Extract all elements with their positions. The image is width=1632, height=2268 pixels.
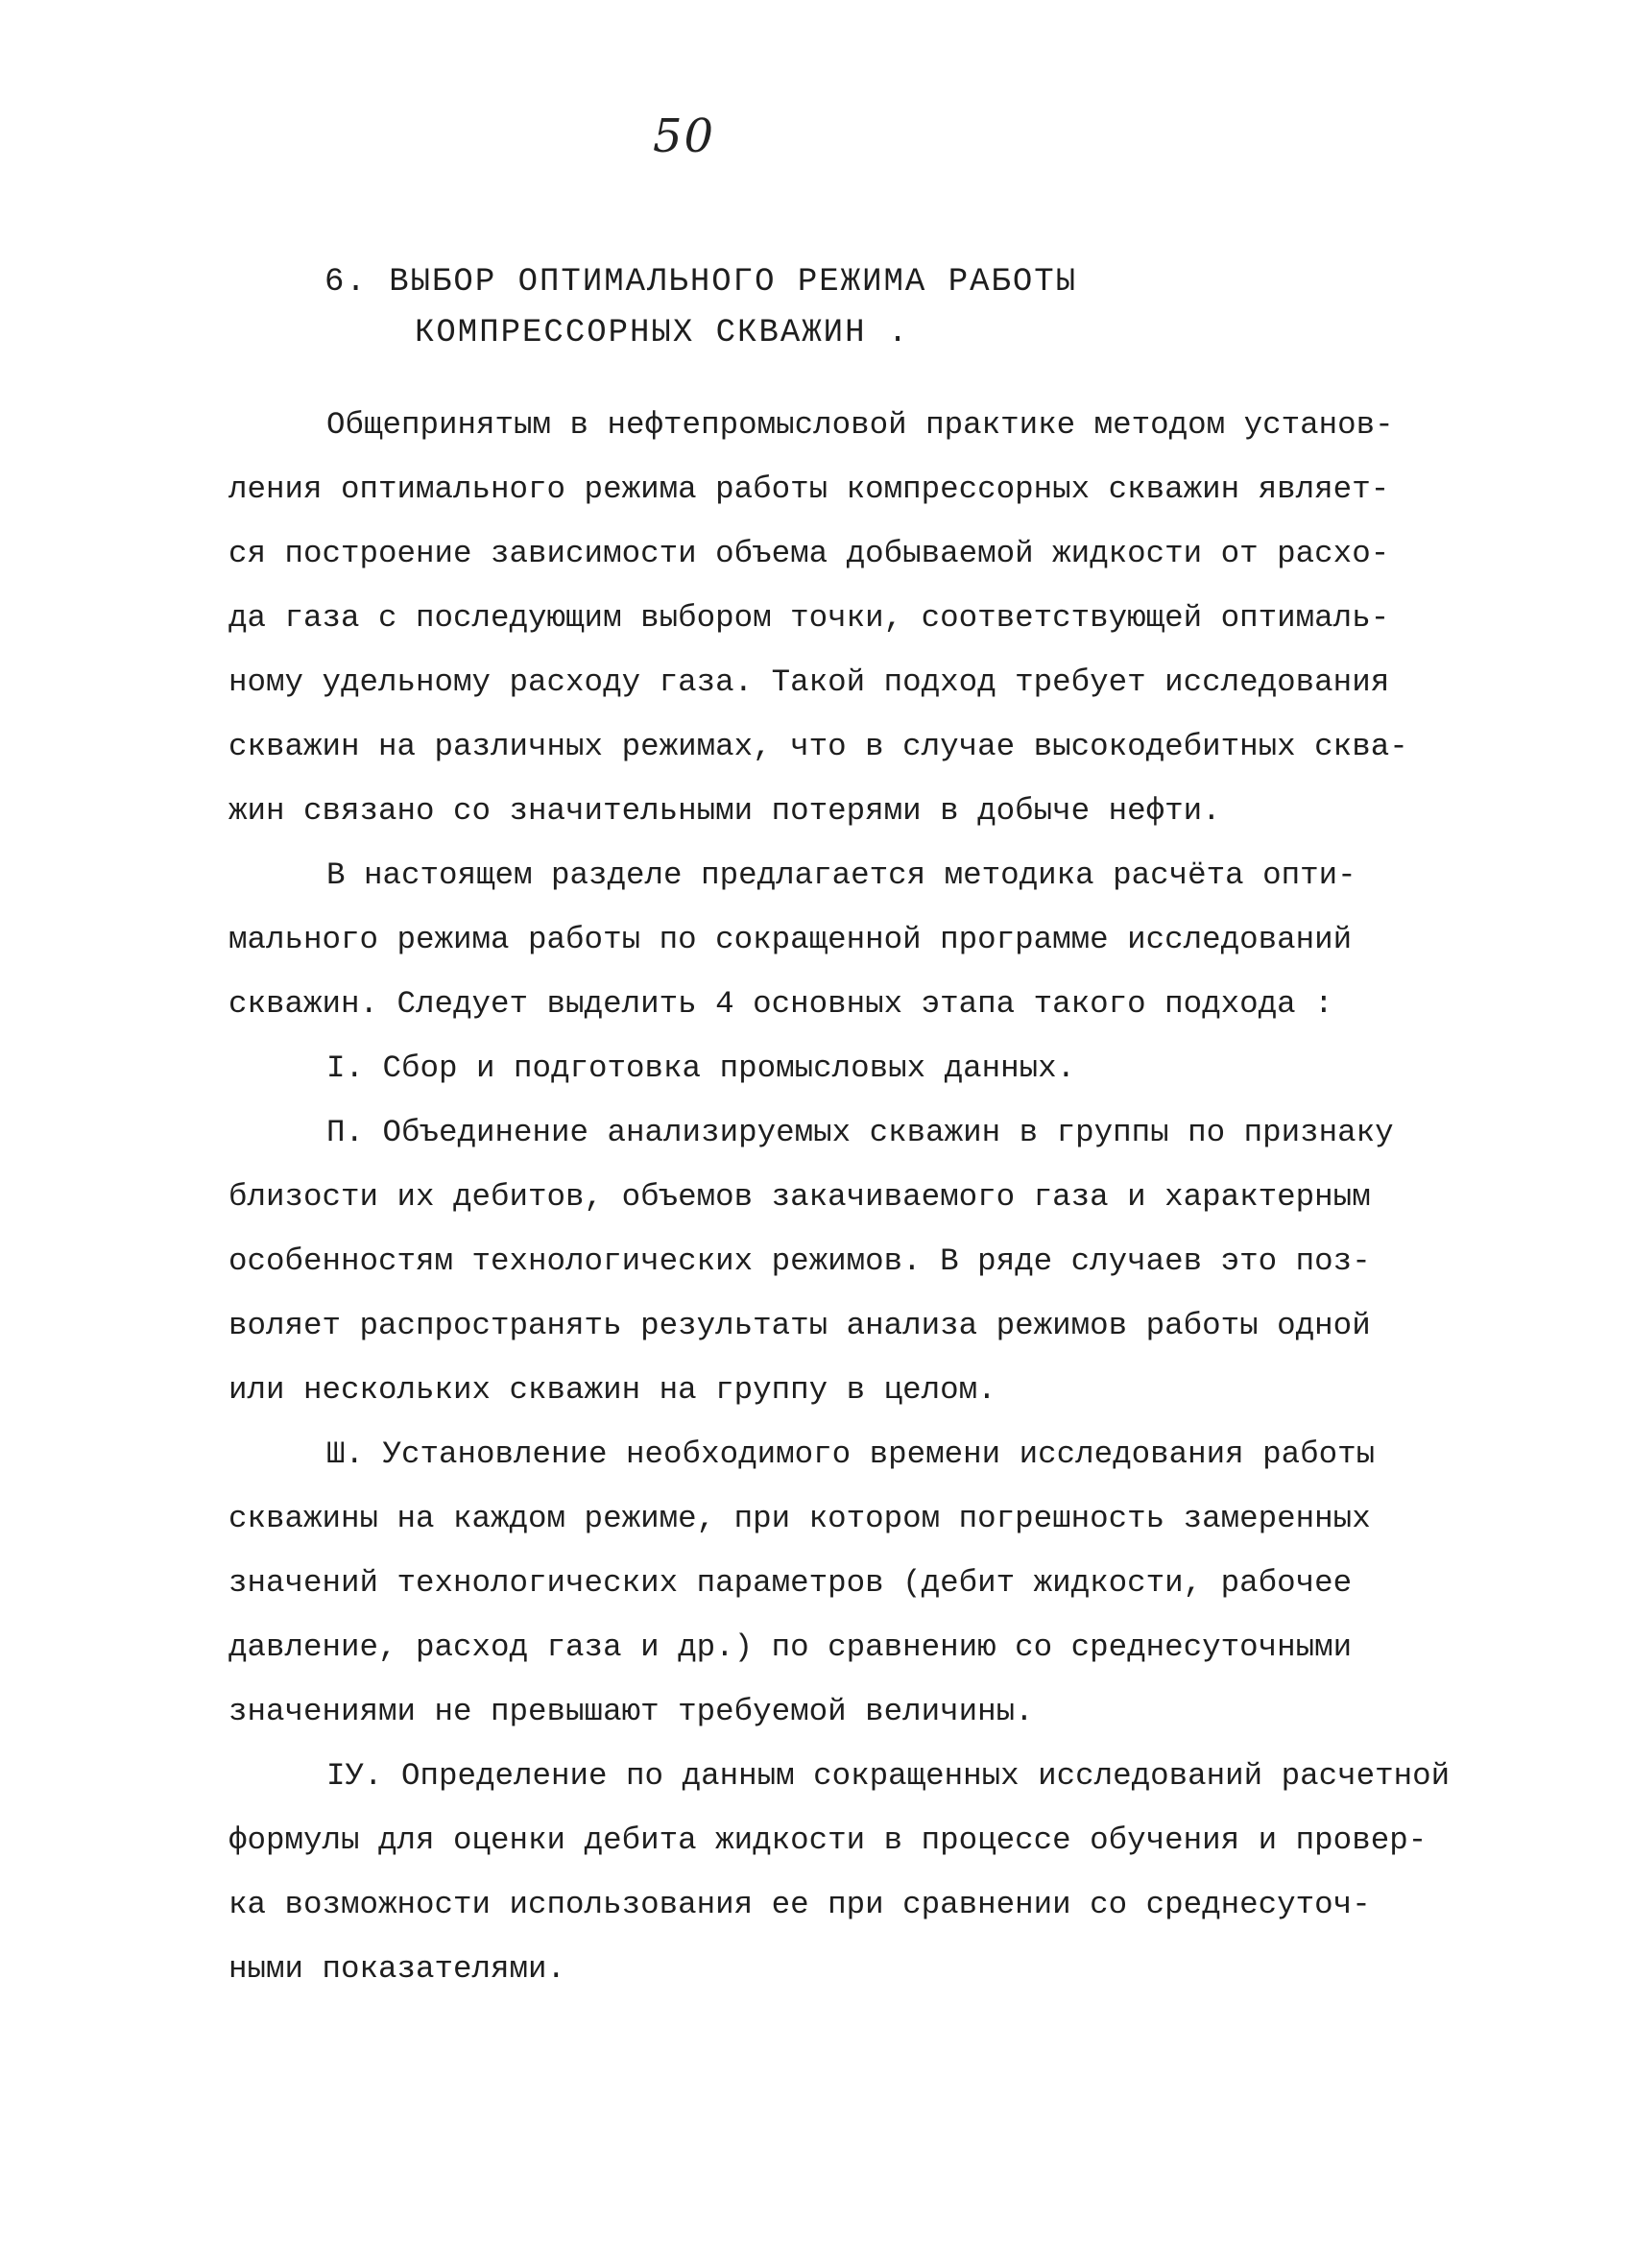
text-line: давление, расход газа и др.) по сравнению со среднесуточными bbox=[228, 1629, 1353, 1665]
text-line: воляет распространять результаты анализа режимов работы одной bbox=[228, 1308, 1371, 1343]
text-line: скважин на различных режимах, что в случае высокодебитных сква- bbox=[228, 729, 1408, 764]
page-number: 50 bbox=[653, 109, 716, 163]
text-line: ления оптимального режима работы компрессорных скважин являет- bbox=[228, 471, 1390, 507]
text-line: Ш. Установление необходимого времени исследования работы bbox=[326, 1436, 1376, 1472]
text-line: скважин. Следует выделить 4 основных этапа такого подхода : bbox=[228, 986, 1333, 1022]
text-line: ному удельному расходу газа. Такой подход требует исследования bbox=[228, 664, 1390, 700]
text-line: мального режима работы по сокращенной программе исследований bbox=[228, 922, 1353, 957]
text-line: формулы для оценки дебита жидкости в процессе обучения и провер- bbox=[228, 1822, 1428, 1858]
text-line: В настоящем разделе предлагается методика расчёта опти- bbox=[326, 857, 1356, 893]
text-line: Общепринятым в нефтепромысловой практике методом установ- bbox=[326, 407, 1394, 443]
text-line: ными показателями. bbox=[228, 1951, 566, 1987]
text-line: да газа с последующим выбором точки, соответствующей оптималь- bbox=[228, 600, 1390, 636]
heading-line: КОМПРЕССОРНЫХ СКВАЖИН . bbox=[415, 315, 910, 351]
text-line: П. Объединение анализируемых скважин в группы по признаку bbox=[326, 1115, 1394, 1150]
text-line: ся построение зависимости объема добываемой жидкости от расхо- bbox=[228, 536, 1390, 571]
heading-line: 6. ВЫБОР ОПТИМАЛЬНОГО РЕЖИМА РАБОТЫ bbox=[324, 264, 1078, 301]
text-line: или нескольких скважин на группу в целом. bbox=[228, 1372, 996, 1408]
text-line: I. Сбор и подготовка промысловых данных. bbox=[326, 1050, 1076, 1086]
text-line: ІУ. Определение по данным сокращенных исследований расчетной bbox=[326, 1758, 1451, 1794]
text-line: особенностям технологических режимов. В ряде случаев это поз- bbox=[228, 1243, 1371, 1279]
text-line: жин связано со значительными потерями в добыче нефти. bbox=[228, 793, 1221, 829]
text-line: значениями не превышают требуемой величины. bbox=[228, 1694, 1034, 1729]
text-line: ка возможности использования ее при сравнении со среднесуточ- bbox=[228, 1887, 1371, 1922]
text-line: близости их дебитов, объемов закачиваемого газа и характерным bbox=[228, 1179, 1371, 1215]
text-line: значений технологических параметров (дебит жидкости, рабочее bbox=[228, 1565, 1353, 1601]
text-line: скважины на каждом режиме, при котором погрешность замеренных bbox=[228, 1501, 1371, 1536]
